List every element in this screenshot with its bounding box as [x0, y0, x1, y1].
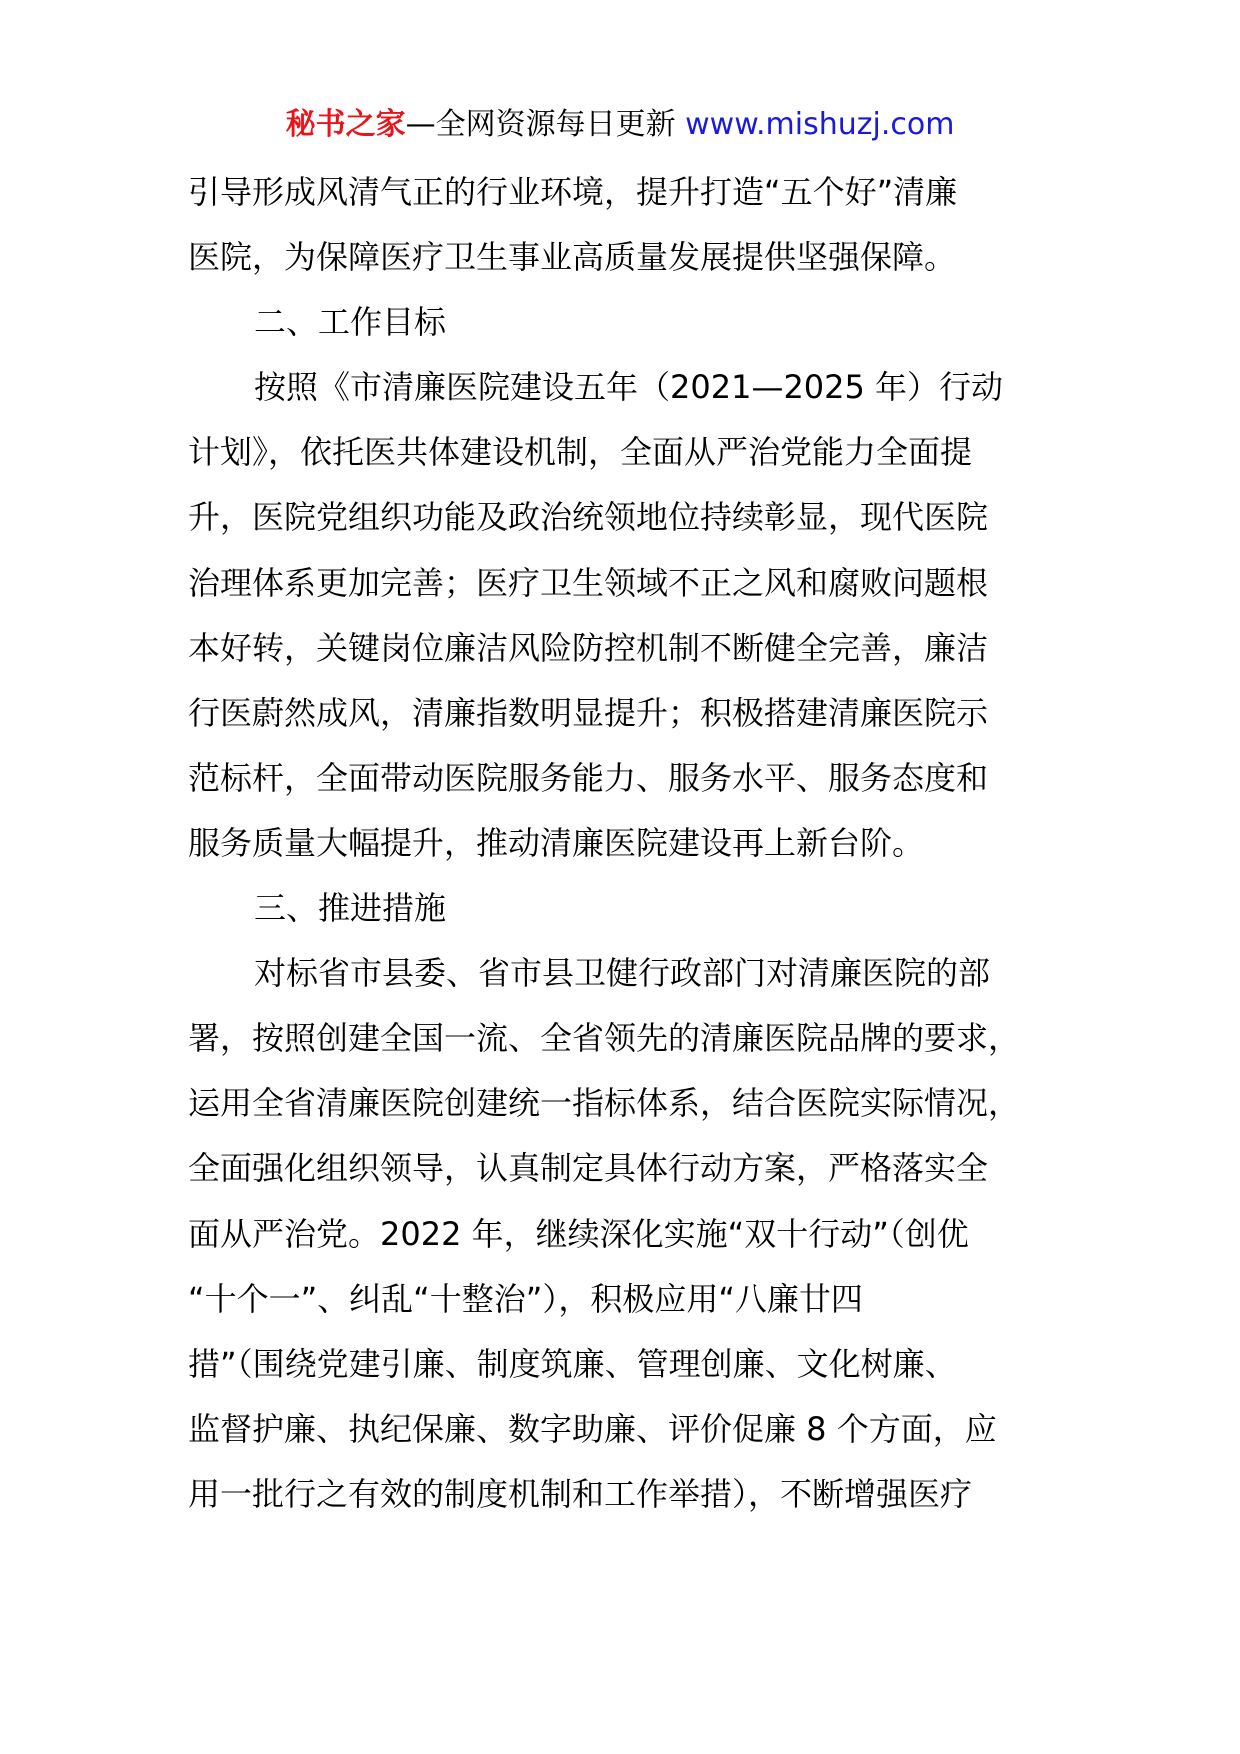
text-line: 行医蔚然成风，清廉指数明显提升；积极搭建清廉医院示 [188, 693, 989, 732]
site-header [0, 100, 1240, 150]
text-line: 服务质量大幅提升，推动清廉医院建设再上新台阶。 [188, 823, 925, 862]
text-line: 治理体系更加完善；医疗卫生领域不正之风和腐败问题根 [188, 563, 989, 602]
text-line: 范标杆，全面带动医院服务能力、服务水平、服务态度和 [188, 758, 989, 797]
header-tagline: —全网资源每日更新 [405, 107, 686, 142]
text-line: 医院，为保障医疗卫生事业高质量发展提供坚强保障。 [188, 238, 957, 277]
text-line: 面从严治党。2022 年，继续深化实施“双十行动”（创优 [188, 1214, 969, 1253]
site-url-link[interactable]: www.mishuzj.com [685, 107, 955, 142]
text-line: 全面强化组织领导，认真制定具体行动方案，严格落实全 [188, 1149, 989, 1188]
section-heading: 三、推进措施 [254, 889, 447, 928]
text-line: “十个一”、纠乱“十整治”），积极应用“八廉廿四 [188, 1279, 863, 1318]
text-line: 监督护廉、执纪保廉、数字助廉、评价促廉 8 个方面，应 [188, 1409, 997, 1448]
text-line: 本好转，关键岗位廉洁风险防控机制不断健全完善，廉洁 [188, 628, 989, 667]
text-line: 署，按照创建全国一流、全省领先的清廉医院品牌的要求， [188, 1019, 1021, 1058]
document-body [188, 160, 1068, 1527]
text-line: 按照《市清廉医院建设五年（2021—2025 年）行动 [254, 368, 1004, 407]
text-line: 用一批行之有效的制度机制和工作举措），不断增强医疗 [188, 1474, 973, 1513]
section-heading: 二、工作目标 [254, 303, 447, 342]
text-line: 升，医院党组织功能及政治统领地位持续彰显，现代医院 [188, 498, 989, 537]
text-line: 引导形成风清气正的行业环境，提升打造“五个好”清廉 [188, 173, 958, 211]
brand-name: 秘书之家 [285, 107, 406, 142]
text-line: 对标省市县委、省市县卫健行政部门对清廉医院的部 [254, 954, 991, 993]
text-line: 措”（围绕党建引廉、制度筑廉、管理创廉、文化树廉、 [188, 1344, 957, 1383]
text-line: 计划》，依托医共体建设机制，全面从严治党能力全面提 [188, 433, 973, 472]
text-line: 运用全省清廉医院创建统一指标体系，结合医院实际情况， [188, 1084, 1021, 1123]
